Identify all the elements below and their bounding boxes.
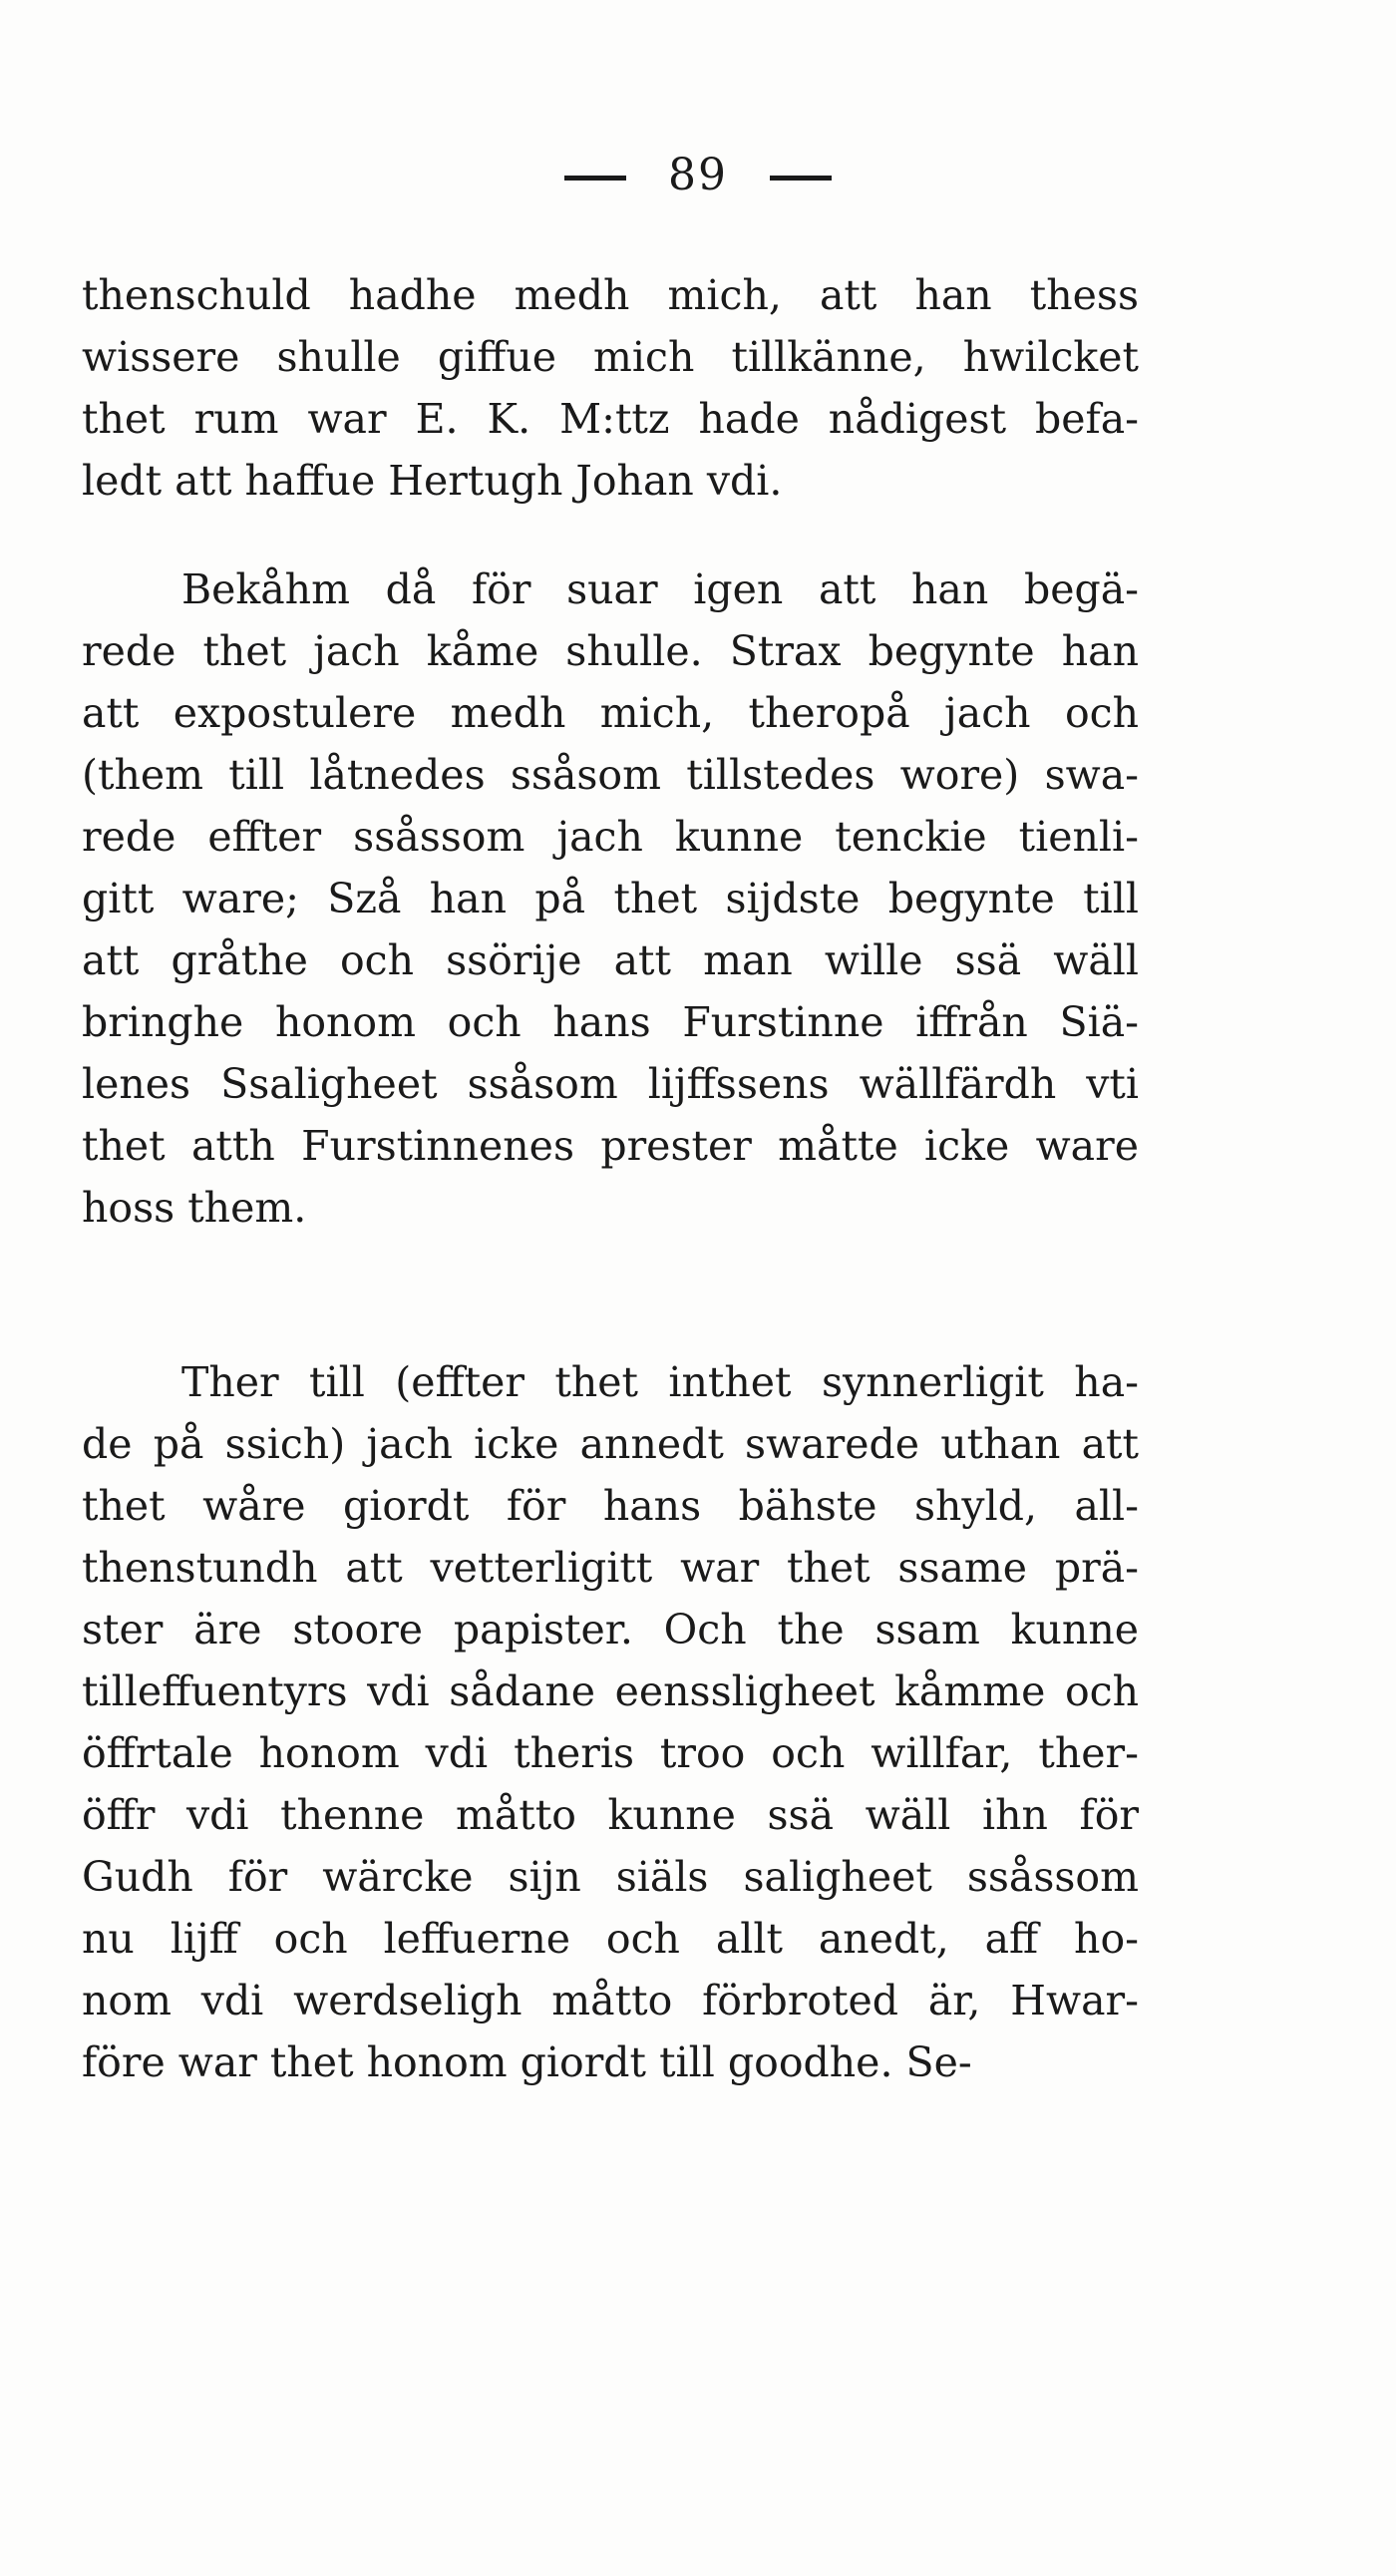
paragraph-1	[82, 264, 1139, 512]
text-line: bringhe honom och hans Furstinne iffrån Siä-	[82, 998, 1139, 1046]
text-line: ster äre stoore papister. Och the ssam kunne	[82, 1606, 1139, 1654]
text-line: Gudh för wärcke sijn siäls saligheet ssåssom	[82, 1853, 1139, 1901]
text-line: Ther till (effter thet inthet synnerligit ha-	[181, 1358, 1139, 1406]
text-line: ledt att haffue Hertugh Johan vdi.	[82, 457, 783, 505]
paragraph-2	[82, 558, 1139, 1239]
text-line: de på ssich) jach icke annedt swarede uthan att	[82, 1420, 1139, 1468]
text-line: thet rum war E. K. M:ttz hade nådigest befa-	[82, 395, 1139, 443]
text-line: thenschuld hadhe medh mich, att han thess	[82, 271, 1139, 319]
text-line: att gråthe och ssörije att man wille ssä wäll	[82, 936, 1139, 984]
text-line: thet atth Furstinnenes prester måtte icke ware	[82, 1122, 1139, 1170]
text-line: Bekåhm då för suar igen att han begä-	[181, 565, 1139, 613]
text-line: thet wåre giordt för hans bähste shyld, all-	[82, 1482, 1139, 1530]
text-line: lenes Ssaligheet ssåsom lijffssens wällfärdh vti	[82, 1060, 1139, 1108]
text-line: att expostulere medh mich, theropå jach och	[82, 689, 1139, 737]
text-line: wissere shulle giffue mich tillkänne, hwilcket	[82, 333, 1139, 381]
text-line: rede effter ssåssom jach kunne tenckie tienli-	[82, 813, 1139, 861]
text-line: nom vdi werdseligh måtto förbroted är, Hwar-	[82, 1977, 1139, 2024]
header-dash-right	[770, 176, 832, 181]
text-line: gitt ware; Szå han på thet sijdste begynte till	[82, 875, 1139, 922]
page-number: 89	[668, 150, 728, 200]
text-line: öffrtale honom vdi theris troo och willfar, ther-	[82, 1729, 1139, 1777]
text-line: hoss them.	[82, 1184, 307, 1232]
text-line: thenstundh att vetterligitt war thet ssame prä-	[82, 1544, 1139, 1592]
page-header	[0, 150, 1396, 200]
header-dash-left	[564, 176, 626, 181]
paragraph-3	[82, 1351, 1139, 2093]
text-line: nu lijff och leffuerne och allt anedt, aff ho-	[82, 1915, 1139, 1963]
text-line: öffr vdi thenne måtto kunne ssä wäll ihn för	[82, 1791, 1139, 1839]
text-line: före war thet honom giordt till goodhe. Se-	[82, 2038, 972, 2086]
text-line: (them till låtnedes ssåsom tillstedes wore) swa-	[82, 751, 1139, 799]
text-line: tilleffuentyrs vdi sådane eenssligheet kåmme och	[82, 1667, 1139, 1715]
text-line: rede thet jach kåme shulle. Strax begynte han	[82, 627, 1139, 675]
